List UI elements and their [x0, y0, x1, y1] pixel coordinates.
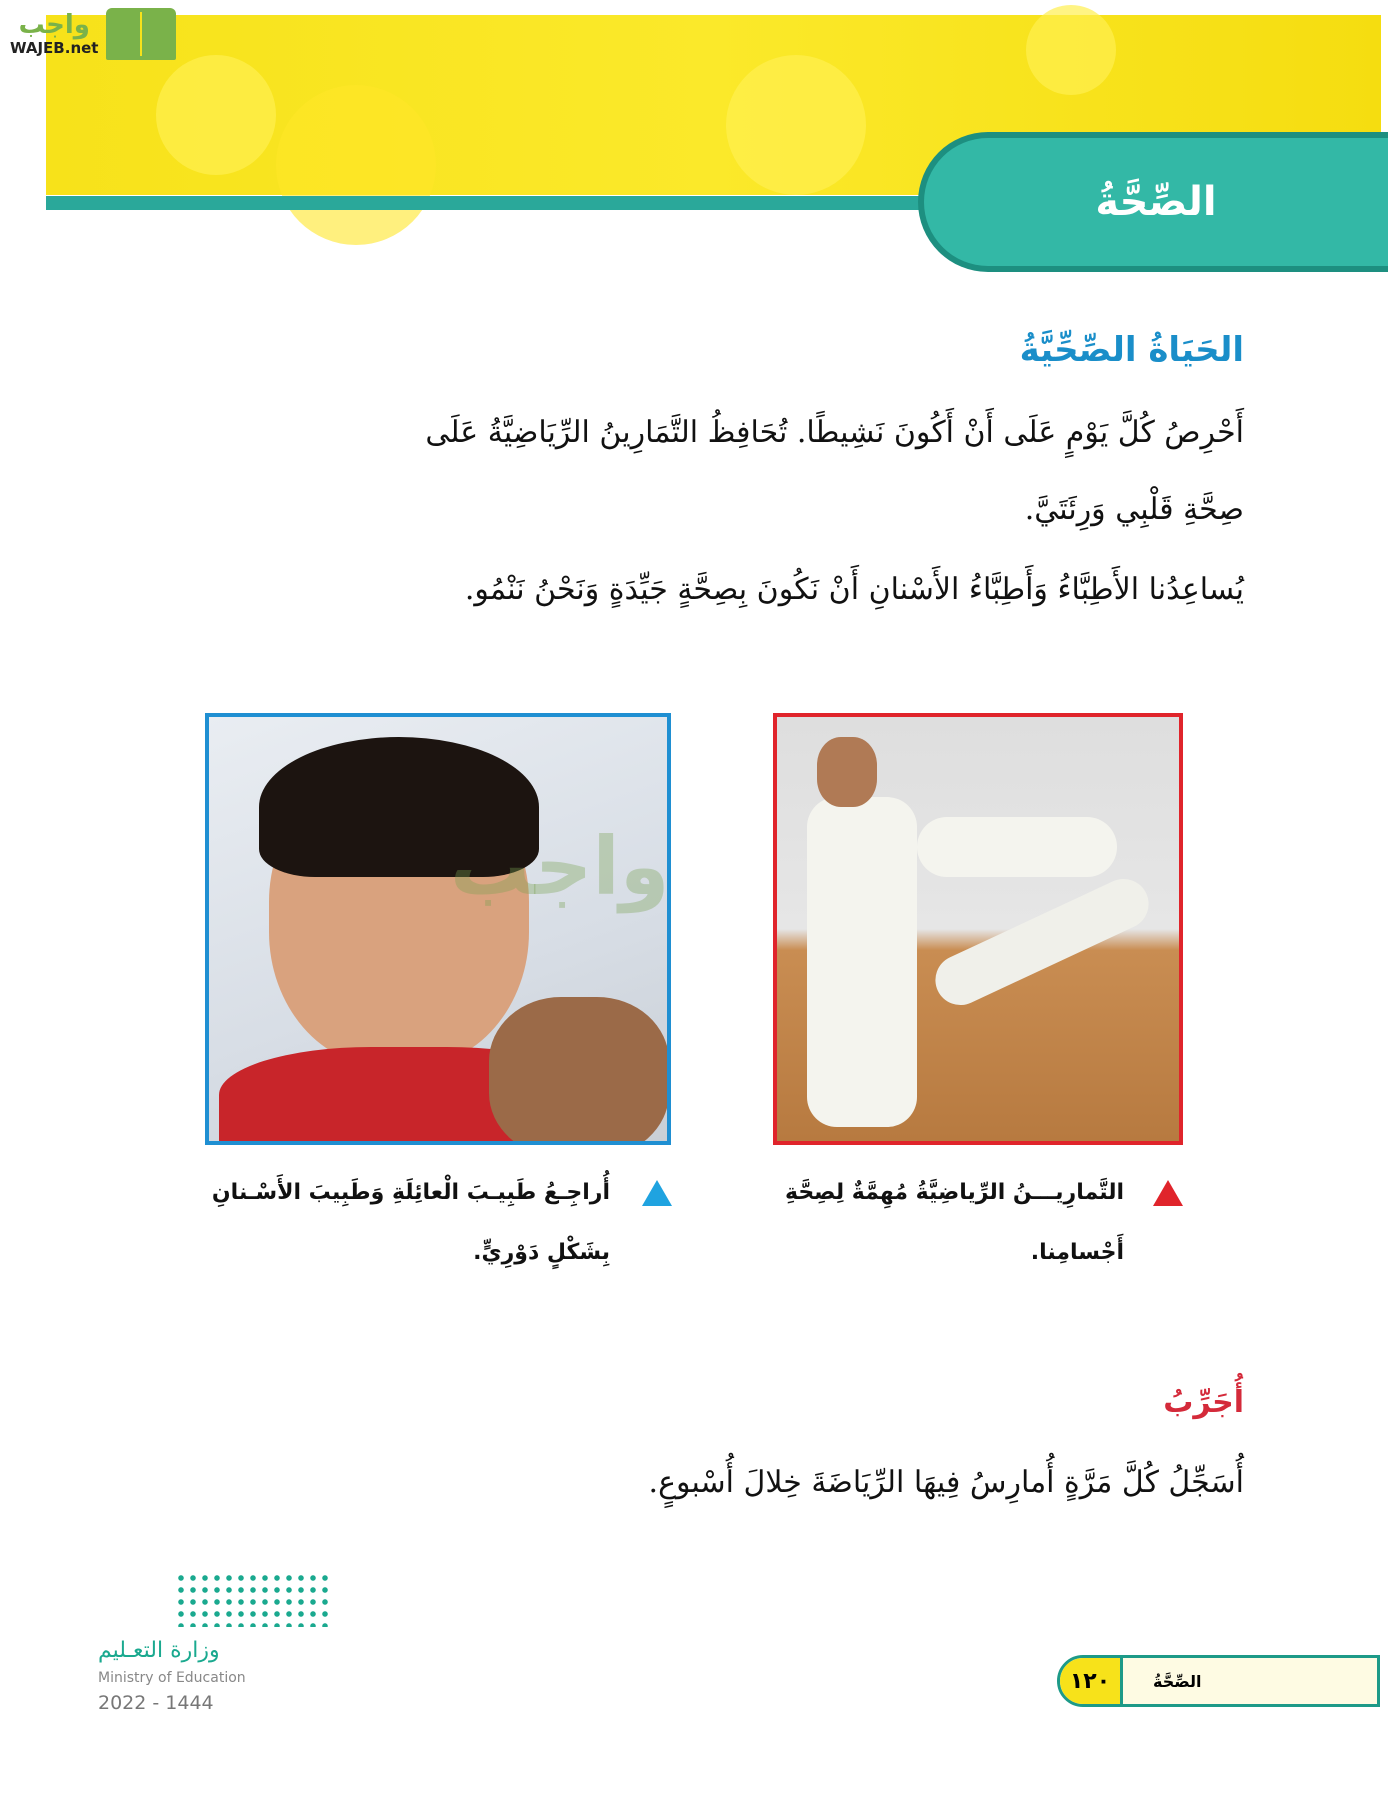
- watermark: واجب: [450, 820, 670, 913]
- chapter-title: الصِّحَّةُ: [1095, 179, 1217, 225]
- caption-left-line-1: أُراجِـعُ طَبِيـبَ الْعائِلَةِ وَطَبِيبَ الأَسْـنانِ: [211, 1180, 610, 1205]
- photo-karate-exercise: [773, 713, 1183, 1145]
- logo-latin: WAJEB.net: [10, 39, 99, 57]
- chapter-title-tab: [918, 132, 1388, 272]
- paragraph-line-2: صِحَّةِ قَلْبِي وَرِئَتَيَّ.: [1024, 492, 1244, 527]
- book-icon: [106, 8, 176, 60]
- wajeb-logo: [10, 8, 176, 60]
- caption-left-line-2: بِشَكْلٍ دَوْرِيٍّ.: [473, 1240, 610, 1265]
- caption-right-line-1: التَّمارِيـــنُ الرِّياضِيَّةُ مُهِمَّةٌ لِصِحَّةِ: [784, 1180, 1124, 1205]
- try-heading: أُجَرِّبُ: [1163, 1385, 1244, 1420]
- page-number: ١٢٠: [1060, 1658, 1123, 1704]
- ministry-name-arabic: وزارة التعـليم: [98, 1638, 220, 1663]
- paragraph-line-1: أَحْرِصُ كُلَّ يَوْمٍ عَلَى أَنْ أَكُونَ نَشِيطًا. تُحَافِظُ التَّمَارِينُ الرِّيَاضِيَّةُ عَلَى: [425, 415, 1244, 450]
- logo-arabic: واجب: [18, 10, 90, 40]
- blue-triangle-icon: [642, 1180, 672, 1206]
- red-triangle-icon: [1153, 1180, 1183, 1206]
- ministry-name-english: Ministry of Education: [98, 1670, 246, 1686]
- section-heading: الحَيَاةُ الصِّحِّيَّةُ: [1019, 330, 1244, 370]
- paragraph-line-3: يُساعِدُنا الأَطِبَّاءُ وَأَطِبَّاءُ الأَسْنانِ أَنْ نَكُونَ بِصِحَّةٍ جَيِّدَةٍ وَنَحْنُ نَنْمُو.: [464, 572, 1244, 607]
- try-text: أُسَجِّلُ كُلَّ مَرَّةٍ أُمارِسُ فِيهَا الرِّيَاضَةَ خِلالَ أُسْبوعٍ.: [648, 1465, 1244, 1500]
- caption-right-line-2: أَجْسامِنا.: [1030, 1240, 1124, 1265]
- page-chapter-label: الصِّحَّةُ: [1153, 1671, 1202, 1691]
- photo-doctor-checkup: [205, 713, 671, 1145]
- ministry-logo-dots: [175, 1572, 330, 1627]
- page-footer-box: [1057, 1655, 1380, 1707]
- edition-year: 2022 - 1444: [98, 1692, 214, 1714]
